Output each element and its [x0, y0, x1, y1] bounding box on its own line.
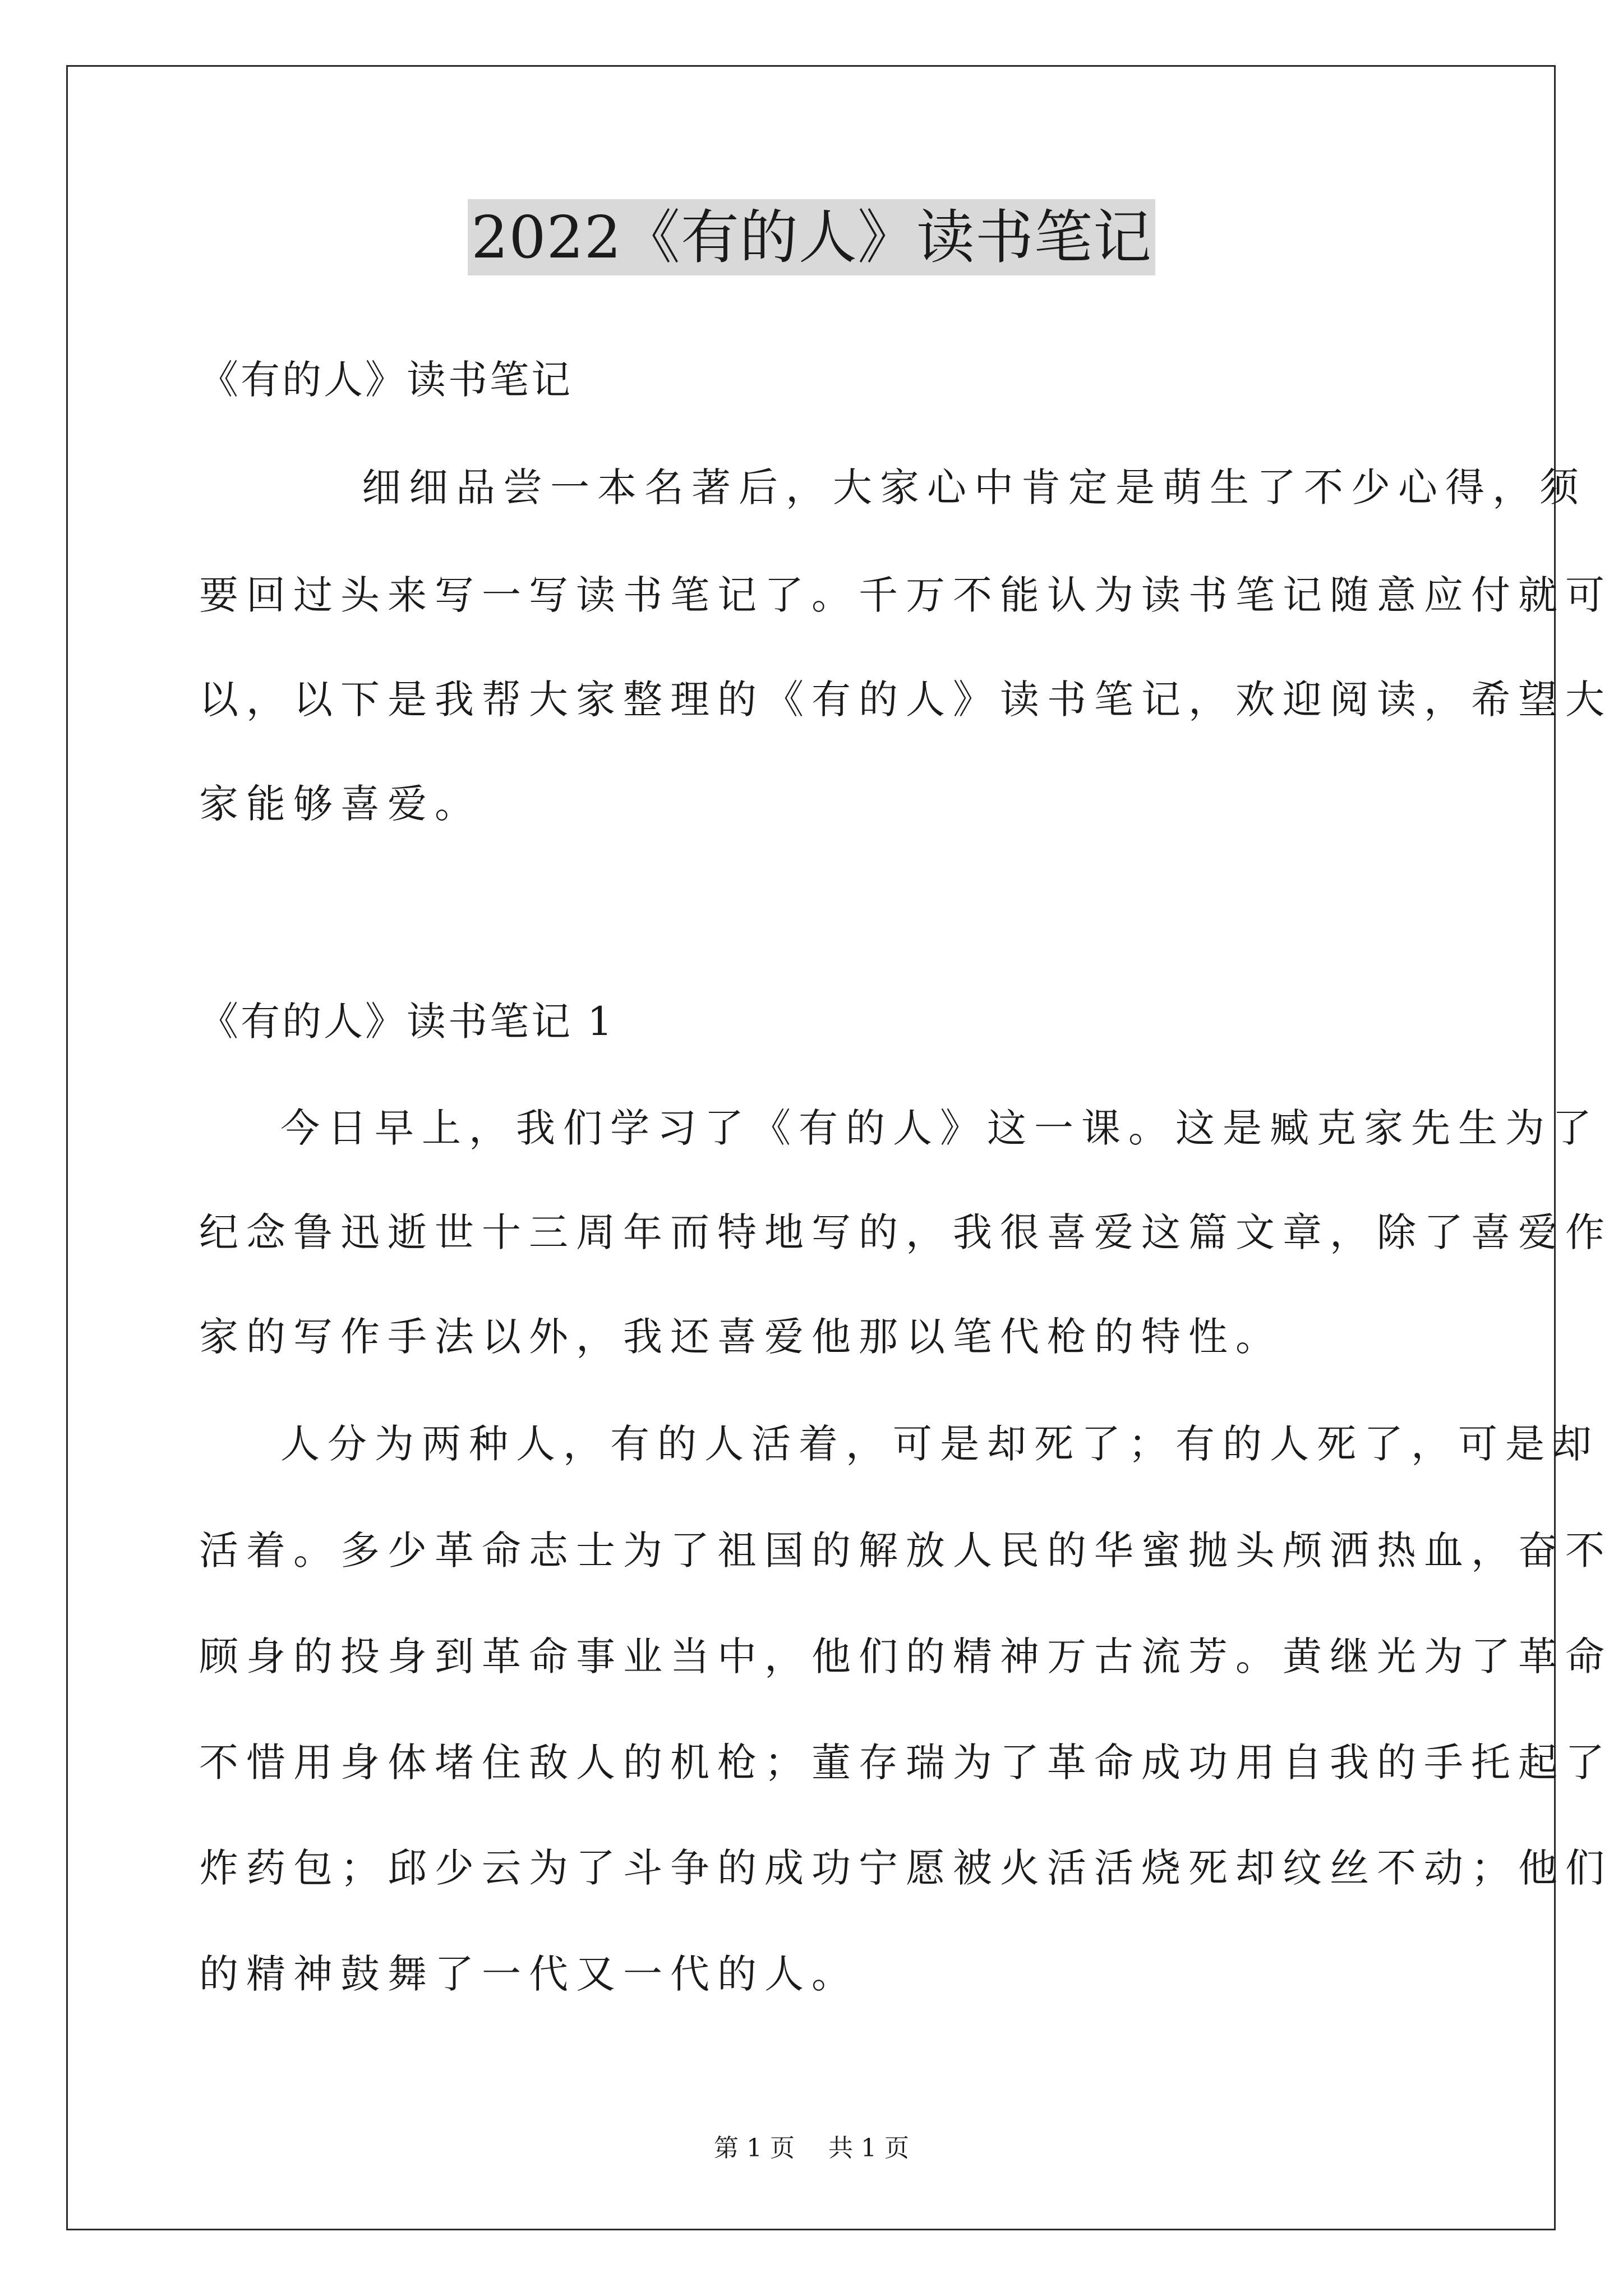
title-container: [0, 199, 1623, 275]
page-number-total: 共 1 页: [828, 2134, 909, 2162]
intro-heading: 《有的人》读书笔记: [199, 357, 573, 403]
paragraph1-line-3: 家的写作手法以外，我还喜爱他那以笔代枪的特性。: [199, 1314, 1283, 1360]
document-title: 2022《有的人》读书笔记: [468, 199, 1155, 275]
page-footer: [0, 2132, 1623, 2165]
paragraph2-line-6: 的精神鼓舞了一代又一代的人。: [199, 1951, 859, 1997]
paragraph2-line-5: 炸药包；邱少云为了斗争的成功宁愿被火活活烧死却纹丝不动；他们: [199, 1845, 1612, 1891]
paragraph2-line-2: 活着。多少革命志士为了祖国的解放人民的华蜜抛头颅洒热血，奋不: [199, 1527, 1612, 1573]
paragraph2-line-1: 人分为两种人，有的人活着，可是却死了；有的人死了，可是却: [280, 1421, 1599, 1467]
intro-line-2: 要回过头来写一写读书笔记了。千万不能认为读书笔记随意应付就可: [199, 572, 1612, 618]
section-heading: 《有的人》读书笔记 1: [199, 999, 615, 1045]
paragraph2-line-3: 顾身的投身到革命事业当中，他们的精神万古流芳。黄继光为了革命: [199, 1634, 1612, 1680]
paragraph2-line-4: 不惜用身体堵住敌人的机枪；董存瑞为了革命成功用自我的手托起了: [199, 1740, 1612, 1786]
intro-line-3: 以，以下是我帮大家整理的《有的人》读书笔记，欢迎阅读，希望大: [199, 677, 1612, 723]
paragraph1-line-2: 纪念鲁迅逝世十三周年而特地写的，我很喜爱这篇文章，除了喜爱作: [199, 1209, 1612, 1255]
paragraph1-line-1: 今日早上，我们学习了《有的人》这一课。这是臧克家先生为了: [280, 1105, 1599, 1151]
intro-line-4: 家能够喜爱。: [199, 781, 482, 827]
page-number-current: 第 1 页: [714, 2134, 795, 2162]
intro-line-1: 细细品尝一本名著后，大家心中肯定是萌生了不少心得，须: [362, 464, 1587, 510]
